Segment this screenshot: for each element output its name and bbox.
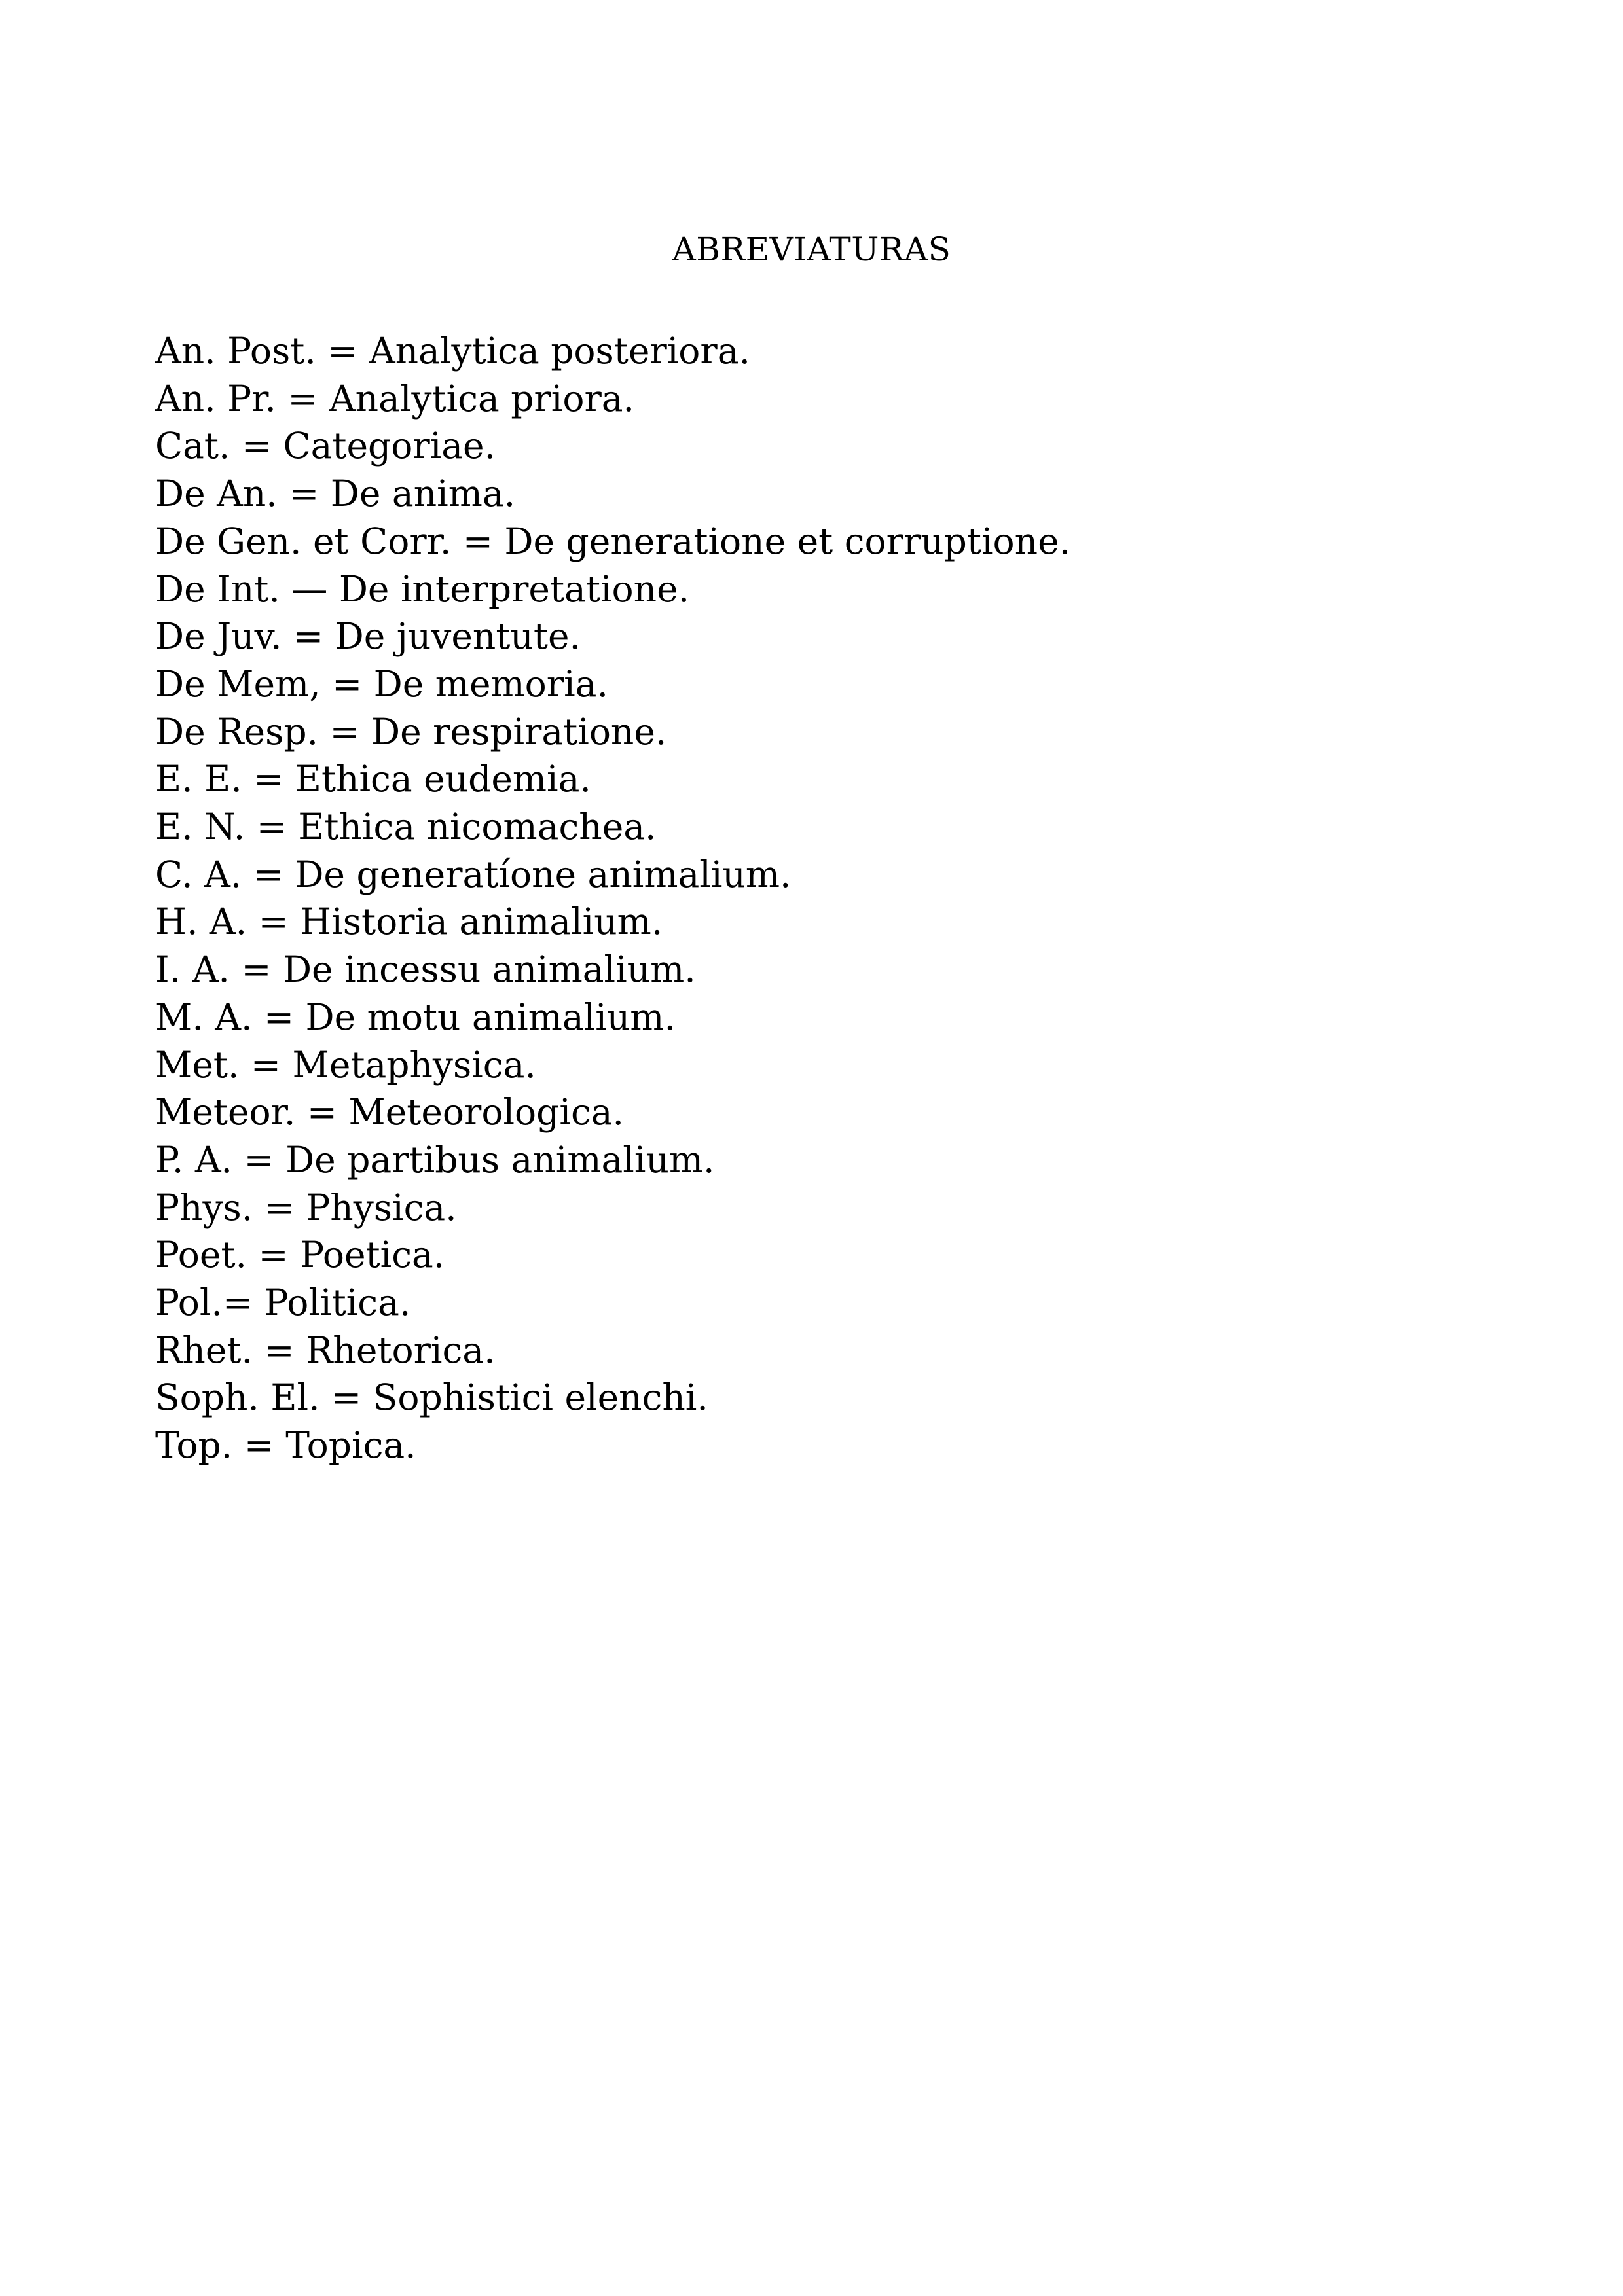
abbreviation-entry: De Gen. et Corr. = De generatione et corruptione. (155, 520, 1071, 562)
abbreviation-entry: P. A. = De partibus animalium. (155, 1138, 715, 1181)
abbreviation-entry: I. A. = De incessu animalium. (155, 948, 696, 991)
abbreviation-entry: Pol.= Politica. (155, 1282, 411, 1324)
abbreviation-entry: M. A. = De motu animalium. (155, 996, 676, 1038)
abbreviation-entry: Poet. = Poetica. (155, 1234, 445, 1276)
abbreviation-entry: Phys. = Physica. (155, 1186, 457, 1229)
abbreviation-entry: Met. = Metaphysica. (155, 1043, 536, 1086)
abbreviation-entry: Cat. = Categoriae. (155, 425, 496, 467)
abbreviation-list (155, 327, 1070, 1469)
abbreviation-entry: De An. = De anima. (155, 473, 516, 515)
abbreviation-entry: An. Pr. = Analytica priora. (155, 377, 635, 420)
abbreviation-entry: E. N. = Ethica nicomachea. (155, 806, 657, 848)
abbreviation-entry: De Resp. = De respiratione. (155, 710, 667, 753)
abbreviation-entry: An. Post. = Analytica posteriora. (155, 330, 750, 372)
abbreviation-entry: Top. = Topica. (155, 1424, 416, 1467)
abbreviation-entry: H. A. = Historia animalium. (155, 901, 663, 943)
abbreviation-entry: Soph. El. = Sophistici elenchi. (155, 1376, 708, 1419)
abbreviation-entry: C. A. = De generatíone animalium. (155, 853, 792, 895)
abbreviation-entry: De Int. — De interpretatione. (155, 567, 690, 610)
abbreviation-entry: E. E. = Ethica eudemia. (155, 758, 591, 800)
abbreviation-entry: De Juv. = De juventute. (155, 615, 581, 658)
page-title: ABREVIATURAS (672, 230, 951, 268)
abbreviation-entry: Meteor. = Meteorologica. (155, 1091, 625, 1134)
abbreviation-entry: Rhet. = Rhetorica. (155, 1329, 496, 1371)
abbreviation-entry: De Mem, = De memoria. (155, 662, 608, 705)
